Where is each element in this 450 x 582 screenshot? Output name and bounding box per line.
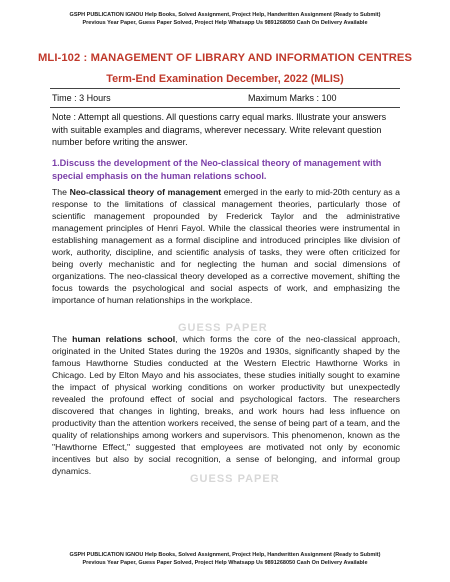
answer-paragraph-2 (52, 333, 400, 477)
question-1: 1.Discuss the development of the Neo-classical theory of management with special emphasis on the human relations school. (52, 158, 382, 181)
exam-max-marks: Maximum Marks : 100 (248, 93, 337, 103)
watermark-lower: GUESS PAPER (190, 473, 280, 485)
page-header (0, 11, 450, 27)
document-title: MLI-102 : MANAGEMENT OF LIBRARY AND INFORMATION CENTRES (37, 52, 413, 64)
bottom-divider (50, 107, 400, 108)
paragraph-2-lead: The (52, 334, 73, 344)
paragraph-1-lead: The (52, 187, 70, 197)
page-footer (0, 551, 450, 567)
answer-paragraph-1 (52, 186, 400, 306)
watermark-upper: GUESS PAPER (178, 322, 268, 334)
exam-note: Note : Attempt all questions. All questions carry equal marks. Illustrate your answers with suitable examples and diagrams, wherever necessary. Write relevant question number before writing the answer. (52, 112, 387, 147)
exam-time: Time : 3 Hours (52, 93, 111, 103)
footer-line-1: GSPH PUBLICATION IGNOU Help Books, Solved Assignment, Project Help, Handwritten Assignment (Ready to Submit) (69, 552, 381, 558)
exam-subtitle: Term-End Examination December, 2022 (MLIS) (106, 73, 344, 85)
paragraph-2-bold-term: human relations school (72, 334, 176, 344)
paragraph-2-body: , which forms the core of the neo-classical approach, originated in the United States during the 1920s and 1930s, significantly shaped by the famous Hawthorne Studies conducted at the Western Electric Hawthorne Works in Chicago. Led by Elton Mayo and his associates, these studies initially sought to examine the impact of physical working conditions on worker productivity but unexpectedly revealed the profound effect of social and psychological factors. The researchers discovered that changes in lighting, breaks, and work hours had less influence on productivity than the attention workers received, the sense of being part of a team, and the quality of relationships among workers and supervisors. This phenomenon, known as the "Hawthorne Effect," suggested that employees are motivated not only by economic incentives but also by social recognition, a sense of belonging, and informal group dynamics. (52, 334, 400, 476)
paragraph-1-body: emerged in the early to mid-20th century as a response to the limitations of classical management theories, particularly those of scientific management propounded by Frederick Taylor and the administrative management principles of Henri Fayol. While the classical theories were instrumental in establishing management as a formal discipline and introduced principles like division of work, authority, discipline, and scientific analysis of tasks, they were often criticized for being overly mechanistic and for neglecting the human and social dimensions of organizations. The neo-classical theory developed as a corrective movement, shifting the focus towards the psychological and social aspects of work, and emphasizing the importance of human relationships in the workplace. (52, 187, 400, 305)
header-line-2: Previous Year Paper, Guess Paper Solved, Project Help Whatsapp Us 9891268050 Cash On Delivery Available (82, 20, 368, 26)
paragraph-1-bold-term: Neo-classical theory of management (69, 187, 222, 197)
top-divider (50, 88, 400, 89)
footer-line-2: Previous Year Paper, Guess Paper Solved, Project Help Whatsapp Us 9891268050 Cash On Delivery Available (82, 560, 368, 566)
header-line-1: GSPH PUBLICATION IGNOU Help Books, Solved Assignment, Project Help, Handwritten Assignment (Ready to Submit) (69, 12, 381, 18)
